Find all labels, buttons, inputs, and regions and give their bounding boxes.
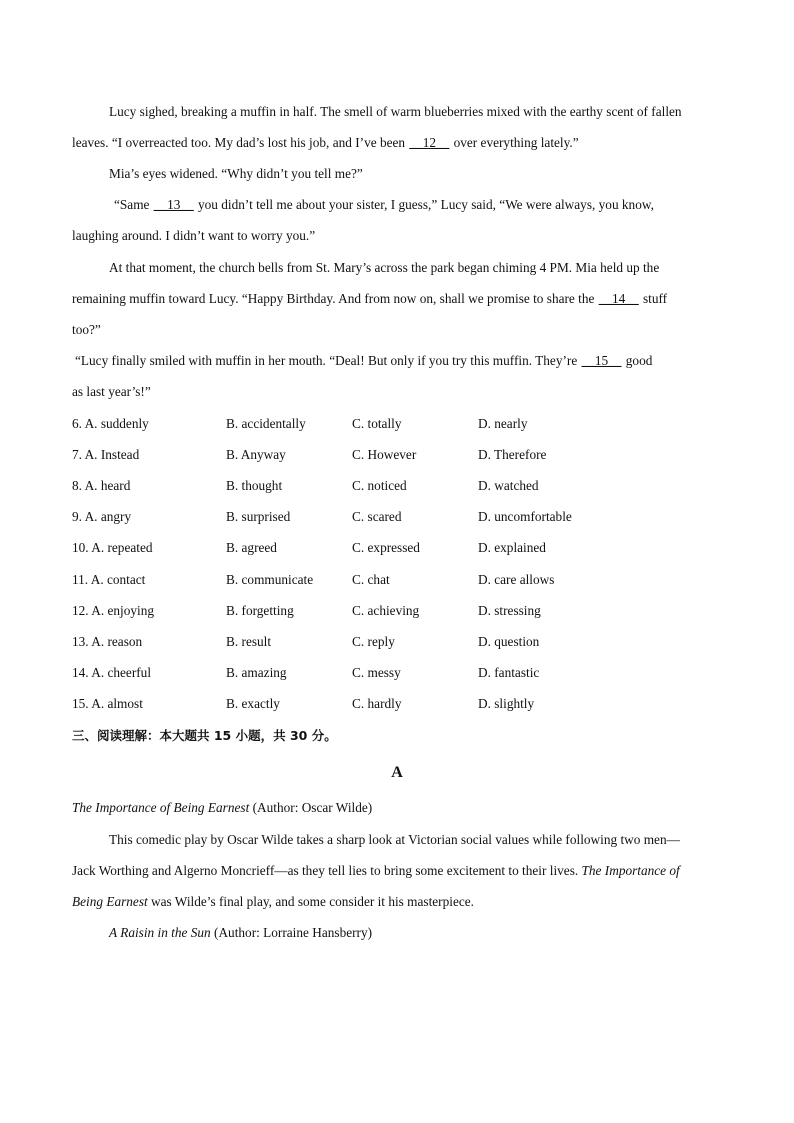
- option-row: [0, 571, 794, 589]
- option-c: C. achieving: [352, 603, 420, 618]
- book-description: Being Earnest was Wilde’s final play, and some consider it his masterpiece.: [72, 894, 474, 909]
- option-a: 10. A. repeated: [72, 540, 153, 555]
- option-row: [0, 415, 794, 433]
- passage-line: as last year’s!”: [72, 384, 151, 399]
- option-b: B. amazing: [226, 665, 287, 680]
- section-heading: 三、阅读理解：本大题共 15 小题，共 30 分。: [72, 728, 337, 743]
- option-b: B. forgetting: [226, 603, 294, 618]
- passage-line: “Same __13__ you didn’t tell me about your sister, I guess,” Lucy said, “We were always, you know,: [114, 197, 654, 212]
- passage-line: At that moment, the church bells from St. Mary’s across the park began chiming 4 PM. Mia held up the: [109, 260, 660, 275]
- option-b: B. result: [226, 634, 272, 649]
- option-row: [0, 695, 794, 713]
- book-title: The Importance of Being Earnest: [72, 800, 250, 815]
- passage-line: laughing around. I didn’t want to worry you.”: [72, 228, 316, 243]
- option-row: [0, 633, 794, 651]
- option-c: C. totally: [352, 416, 402, 431]
- option-a: 12. A. enjoying: [72, 603, 154, 618]
- option-c: C. chat: [352, 572, 390, 587]
- book-description: Jack Worthing and Algerno Moncrieff—as they tell lies to bring some excitement to their lives. The Importance of: [72, 863, 680, 878]
- option-c: C. noticed: [352, 478, 407, 493]
- option-d: D. stressing: [478, 603, 541, 618]
- book-heading: A Raisin in the Sun (Author: Lorraine Hansberry): [109, 925, 373, 940]
- option-b: B. communicate: [226, 572, 314, 587]
- option-d: D. explained: [478, 540, 546, 555]
- option-d: D. question: [478, 634, 540, 649]
- passage-line: leaves. “I overreacted too. My dad’s lost his job, and I’ve been __12__ over everything lately.”: [72, 135, 579, 150]
- option-row: [0, 508, 794, 526]
- option-c: C. hardly: [352, 696, 402, 711]
- option-a: 13. A. reason: [72, 634, 143, 649]
- option-d: D. slightly: [478, 696, 535, 711]
- blank-14: __14__: [598, 291, 639, 306]
- passage-line: “Lucy finally smiled with muffin in her mouth. “Deal! But only if you try this muffin. They’re __15__ good: [75, 353, 653, 368]
- passage-line: too?”: [72, 322, 101, 337]
- option-c: C. scared: [352, 509, 402, 524]
- option-d: D. care allows: [478, 572, 555, 587]
- book-heading: The Importance of Being Earnest (Author: Oscar Wilde): [72, 800, 373, 815]
- blank-15: __15__: [581, 353, 622, 368]
- option-d: D. nearly: [478, 416, 528, 431]
- option-c: C. expressed: [352, 540, 420, 555]
- option-a: 9. A. angry: [72, 509, 132, 524]
- option-row: [0, 446, 794, 464]
- passage-line: remaining muffin toward Lucy. “Happy Birthday. And from now on, shall we promise to share the __14__ stuff: [72, 291, 668, 306]
- option-a: 8. A. heard: [72, 478, 131, 493]
- passage-line: Mia’s eyes widened. “Why didn’t you tell me?”: [109, 166, 363, 181]
- option-a: 14. A. cheerful: [72, 665, 152, 680]
- option-c: C. reply: [352, 634, 395, 649]
- option-b: B. exactly: [226, 696, 280, 711]
- option-a: 6. A. suddenly: [72, 416, 149, 431]
- option-d: D. watched: [478, 478, 539, 493]
- option-d: D. Therefore: [478, 447, 547, 462]
- option-c: C. messy: [352, 665, 401, 680]
- book-description: This comedic play by Oscar Wilde takes a sharp look at Victorian social values while following two men—: [109, 832, 680, 847]
- part-label: A: [391, 764, 403, 781]
- option-a: 7. A. Instead: [72, 447, 140, 462]
- option-b: B. thought: [226, 478, 283, 493]
- option-d: D. fantastic: [478, 665, 540, 680]
- option-b: B. Anyway: [226, 447, 286, 462]
- blank-12: __12__: [409, 135, 450, 150]
- option-d: D. uncomfortable: [478, 509, 572, 524]
- option-b: B. agreed: [226, 540, 277, 555]
- blank-13: __13__: [153, 197, 194, 212]
- passage-line: Lucy sighed, breaking a muffin in half. The smell of warm blueberries mixed with the earthy scent of fallen: [109, 104, 682, 119]
- option-row: [0, 602, 794, 620]
- option-a: 15. A. almost: [72, 696, 143, 711]
- option-row: [0, 539, 794, 557]
- option-b: B. surprised: [226, 509, 291, 524]
- option-a: 11. A. contact: [72, 572, 146, 587]
- book-title: A Raisin in the Sun: [109, 925, 211, 940]
- option-row: [0, 664, 794, 682]
- option-row: [0, 477, 794, 495]
- option-b: B. accidentally: [226, 416, 306, 431]
- option-c: C. However: [352, 447, 417, 462]
